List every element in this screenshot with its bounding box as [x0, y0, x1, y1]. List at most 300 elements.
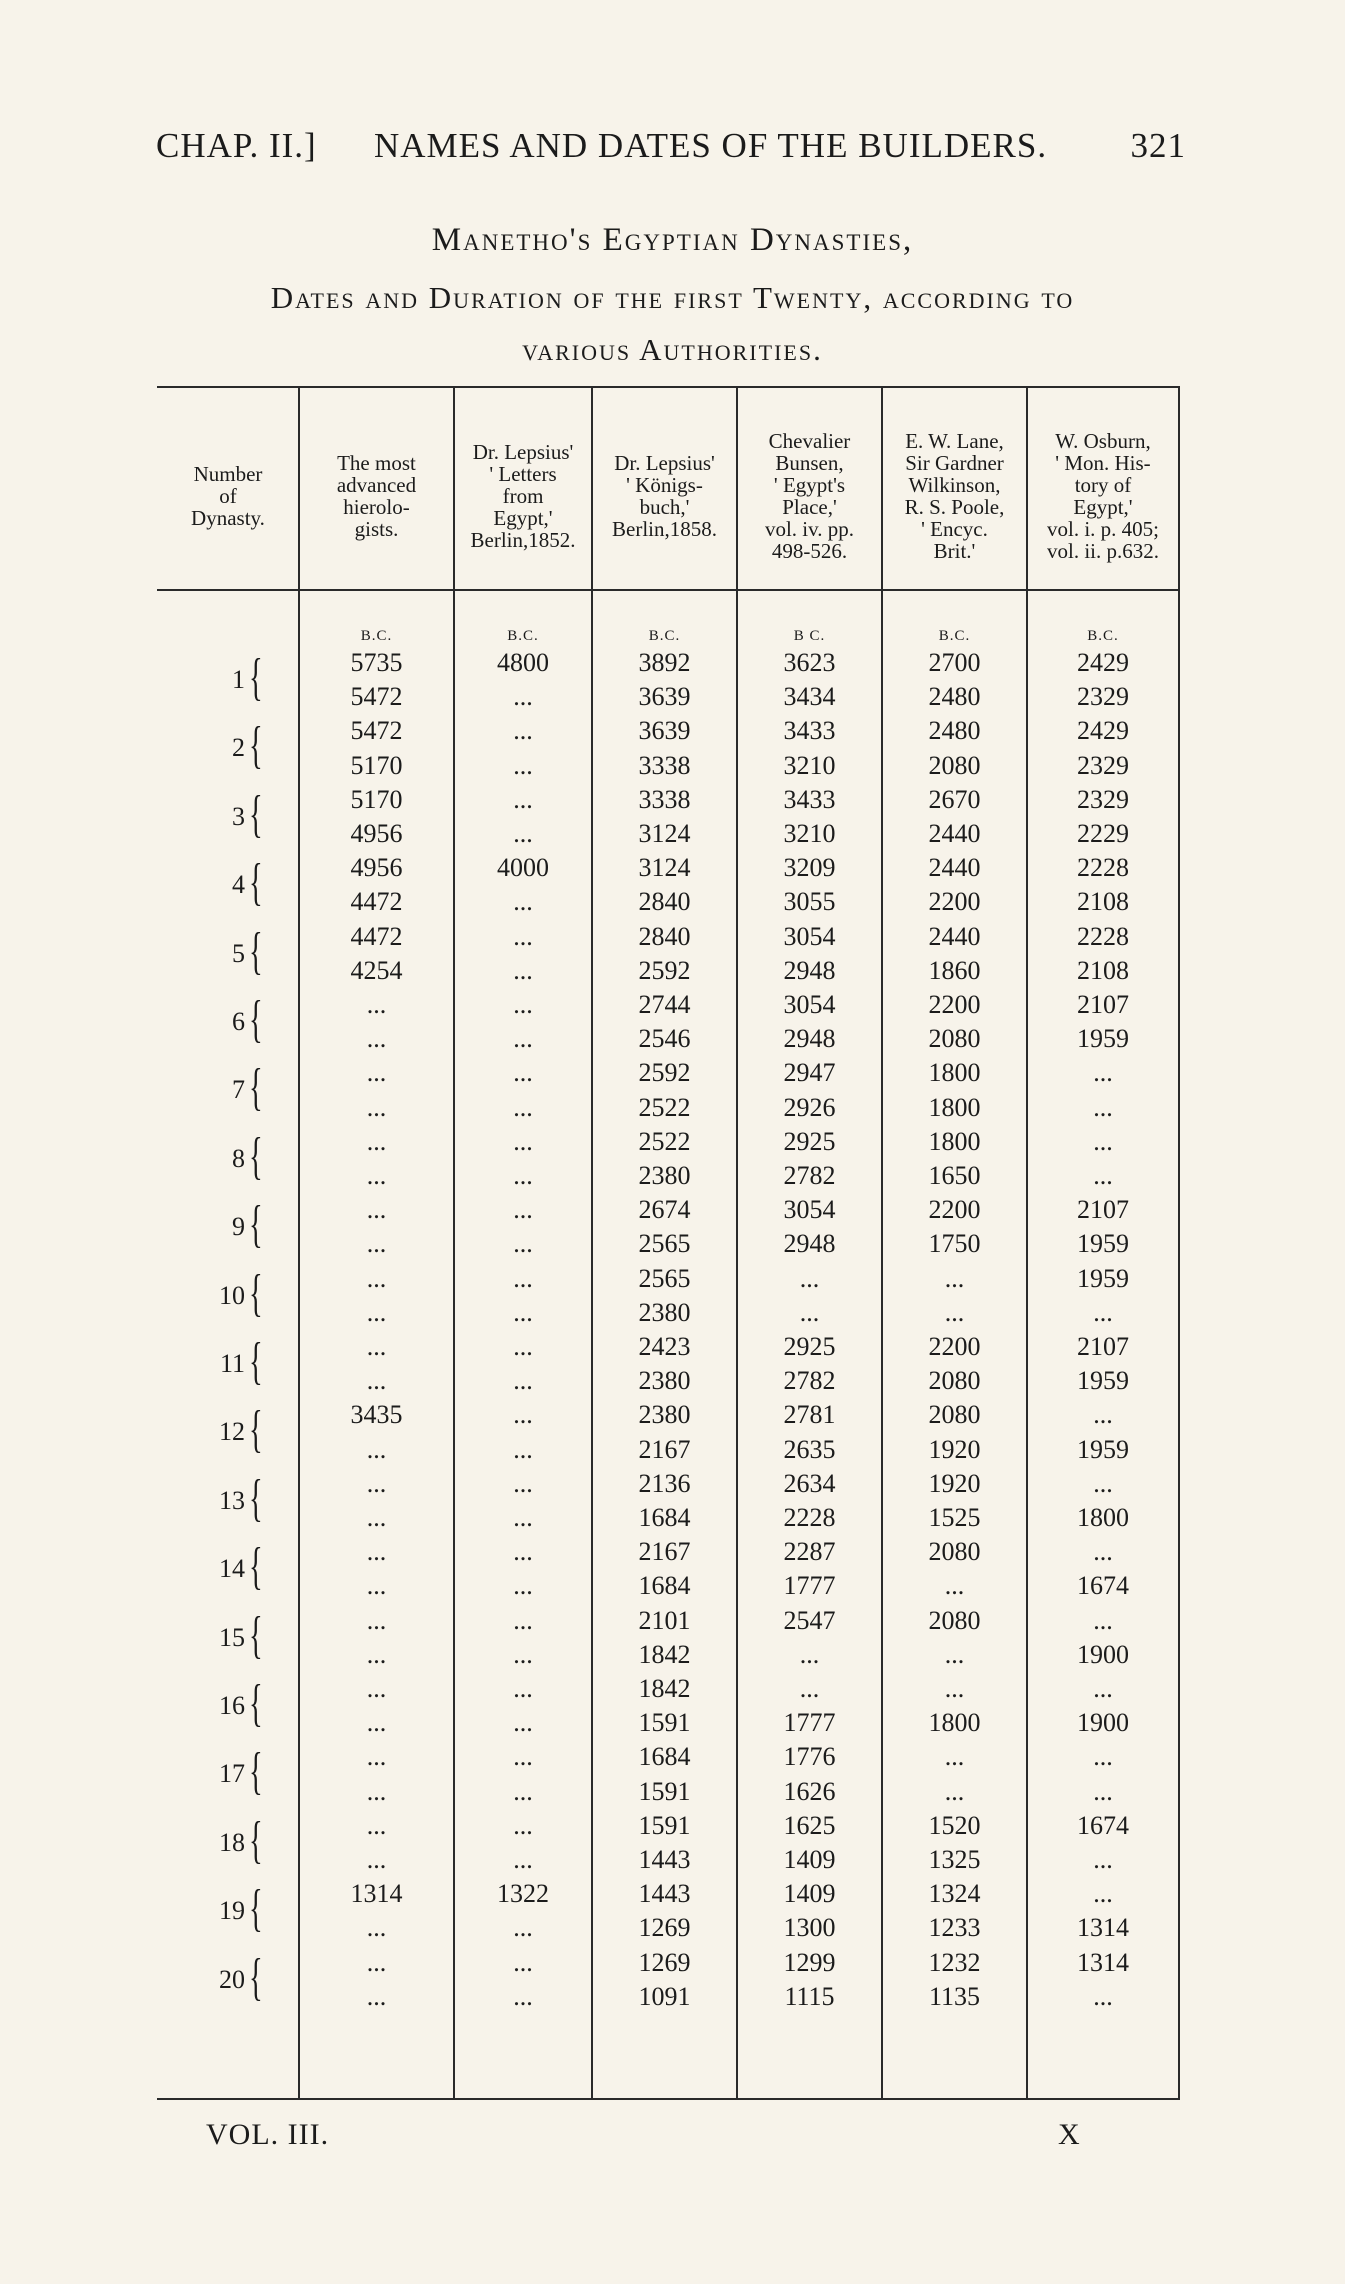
- date-cell: ...: [1093, 1400, 1113, 1430]
- brace-mark: {: [249, 717, 263, 775]
- date-cell: 1900: [1077, 1708, 1129, 1738]
- dynasty-number: 5: [232, 938, 245, 968]
- date-cell: 1520: [928, 1810, 981, 1840]
- brace-mark: {: [249, 1811, 263, 1869]
- date-cell: 2200: [928, 887, 981, 917]
- date-cell: 2700: [928, 648, 981, 677]
- date-cell: ...: [513, 1810, 533, 1840]
- dynasty-number: 14: [219, 1554, 245, 1584]
- date-cell: 2782: [783, 1161, 836, 1190]
- date-cell: ...: [513, 1674, 533, 1703]
- date-cell: 4956: [350, 853, 403, 883]
- date-cell: 4472: [350, 921, 403, 951]
- date-cell: ...: [513, 1297, 533, 1327]
- date-cell: 2634: [783, 1468, 836, 1498]
- date-cell: ...: [366, 1263, 387, 1293]
- date-cell: 2380: [638, 1161, 691, 1190]
- date-cell: 2925: [783, 1332, 836, 1361]
- date-cell: ...: [513, 1263, 533, 1293]
- date-cell: ...: [513, 1776, 533, 1806]
- column-header-text: The most advanced hierolo- gists.: [336, 451, 417, 541]
- signature-mark: X: [1058, 2118, 1081, 2151]
- date-cell: 2674: [638, 1195, 691, 1225]
- dynasty-number: 15: [219, 1622, 245, 1652]
- dynasty-number: 2: [232, 733, 245, 763]
- dynasty-number: 3: [232, 801, 245, 831]
- date-cell: 1920: [928, 1434, 981, 1464]
- column-header-text: Number of Dynasty.: [191, 462, 265, 530]
- date-cell: 3639: [638, 716, 691, 746]
- date-cell: 3054: [783, 1195, 836, 1225]
- date-cell: ...: [366, 1297, 387, 1327]
- date-cell: 2522: [638, 1126, 691, 1156]
- date-cell: ...: [944, 1263, 965, 1293]
- date-cell: 1684: [638, 1503, 691, 1532]
- date-cell: 1299: [783, 1947, 836, 1977]
- date-cell: ...: [1093, 1845, 1113, 1874]
- date-cell: 2565: [638, 1229, 691, 1259]
- date-cell: 1750: [928, 1229, 981, 1259]
- date-cell: 3338: [638, 750, 691, 780]
- date-cell: 1800: [928, 1708, 981, 1738]
- date-cell: ...: [366, 1126, 387, 1156]
- date-cell: 2926: [783, 1092, 836, 1122]
- dynasty-number: 1: [232, 665, 245, 694]
- date-cell: ...: [366, 1605, 387, 1635]
- date-cell: 2480: [928, 716, 981, 746]
- dynasty-number: 18: [219, 1827, 245, 1857]
- date-cell: ...: [513, 819, 533, 848]
- date-cell: ...: [513, 1503, 533, 1532]
- date-cell: 3433: [783, 716, 836, 746]
- date-cell: ...: [366, 1332, 387, 1361]
- date-cell: 2108: [1077, 955, 1129, 985]
- date-cell: 1300: [783, 1913, 836, 1943]
- date-cell: ...: [944, 1639, 965, 1669]
- date-cell: ...: [513, 1024, 533, 1054]
- header-rule: [737, 589, 882, 591]
- date-cell: ...: [366, 1366, 387, 1396]
- date-cell: 3055: [783, 887, 836, 917]
- date-cell: ...: [513, 1161, 533, 1190]
- date-cell: ...: [366, 1161, 387, 1190]
- header-rule: [299, 589, 454, 591]
- date-cell: 1674: [1077, 1810, 1129, 1840]
- date-cell: 5735: [350, 648, 403, 677]
- dynasty-number: 7: [232, 1075, 245, 1105]
- date-cell: 1684: [638, 1571, 691, 1601]
- dynasty-number: 8: [232, 1143, 245, 1173]
- date-cell: 2480: [928, 682, 981, 712]
- date-cell: 1409: [783, 1879, 836, 1909]
- date-cell: 2080: [928, 1366, 981, 1396]
- date-cell: 1591: [638, 1776, 691, 1806]
- date-cell: ...: [513, 1605, 533, 1635]
- date-cell: ...: [513, 1126, 533, 1156]
- era-label: B.C.: [1087, 628, 1119, 644]
- table-title-line-2: Dates and Duration of the first Twenty, according to: [270, 280, 1075, 315]
- date-cell: 1233: [928, 1913, 981, 1943]
- date-cell: 3054: [783, 921, 836, 951]
- brace-mark: {: [249, 1264, 263, 1322]
- date-cell: ...: [366, 1947, 387, 1977]
- date-cell: 2440: [928, 853, 981, 883]
- header-rule: [157, 589, 299, 591]
- brace-mark: {: [249, 991, 263, 1048]
- volume-label: VOL. III.: [206, 2118, 330, 2151]
- date-cell: ...: [1093, 1058, 1113, 1088]
- table-title-line-3: various Authorities.: [522, 332, 823, 367]
- era-label: B C.: [793, 628, 826, 644]
- date-cell: 1900: [1077, 1639, 1129, 1669]
- date-cell: 2948: [783, 955, 836, 985]
- date-cell: 1959: [1077, 1434, 1129, 1464]
- date-cell: 2329: [1077, 682, 1129, 712]
- date-cell: ...: [513, 1195, 533, 1225]
- date-cell: 4800: [497, 648, 549, 677]
- era-label: B.C.: [648, 628, 681, 644]
- date-cell: 3338: [638, 784, 691, 814]
- date-cell: 4472: [350, 887, 403, 917]
- brace-mark: {: [249, 1606, 263, 1664]
- dynasty-number: 11: [219, 1349, 245, 1378]
- date-cell: ...: [513, 1913, 533, 1943]
- date-cell: 3210: [783, 819, 836, 848]
- column-header: [299, 406, 454, 586]
- date-cell: ...: [513, 1092, 533, 1122]
- date-cell: 3623: [783, 648, 836, 677]
- date-cell: ...: [513, 1708, 533, 1738]
- date-cell: 2228: [1077, 853, 1129, 883]
- date-cell: ...: [366, 1776, 387, 1806]
- header-rule: [454, 589, 592, 591]
- date-cell: 3639: [638, 682, 691, 712]
- column-header: [592, 406, 737, 586]
- date-cell: 1232: [928, 1947, 981, 1977]
- date-cell: 2781: [783, 1400, 836, 1430]
- date-cell: 2592: [638, 1058, 691, 1088]
- date-cell: 1684: [638, 1742, 691, 1772]
- brace-mark: {: [249, 1948, 263, 2006]
- date-cell: ...: [799, 1674, 820, 1703]
- date-cell: ...: [366, 1503, 387, 1532]
- era-label: B.C.: [938, 628, 971, 644]
- date-cell: ...: [513, 1537, 533, 1567]
- date-cell: 2635: [783, 1434, 836, 1464]
- brace-mark: {: [249, 649, 263, 706]
- date-cell: ...: [513, 1434, 533, 1464]
- date-cell: ...: [1093, 1879, 1113, 1909]
- date-cell: ...: [513, 955, 533, 985]
- date-cell: ...: [513, 1468, 533, 1498]
- date-cell: 1777: [783, 1571, 836, 1601]
- date-cell: ...: [513, 716, 533, 746]
- date-cell: ...: [366, 1571, 387, 1601]
- date-cell: ...: [513, 1845, 533, 1874]
- date-cell: 2948: [783, 1024, 836, 1054]
- date-cell: ...: [513, 921, 533, 951]
- dynasty-number: 10: [219, 1280, 245, 1310]
- date-cell: ...: [1093, 1297, 1113, 1327]
- date-cell: ...: [366, 1468, 387, 1498]
- date-cell: ...: [1093, 1674, 1113, 1703]
- column-header-text: W. Osburn, ' Mon. His- tory of Egypt,' vol. i. p. 405; vol. ii. p.632.: [1046, 429, 1159, 563]
- date-cell: ...: [366, 1639, 387, 1669]
- date-cell: ...: [366, 1058, 387, 1088]
- date-cell: 2329: [1077, 784, 1129, 814]
- date-cell: 2107: [1077, 1195, 1129, 1225]
- date-cell: 2592: [638, 955, 691, 985]
- date-cell: ...: [513, 1947, 533, 1977]
- date-cell: ...: [513, 1742, 533, 1772]
- date-cell: 1842: [638, 1639, 691, 1669]
- date-cell: 3210: [783, 750, 836, 780]
- date-cell: 1650: [928, 1161, 981, 1190]
- dynasty-number: 16: [219, 1691, 245, 1720]
- date-cell: 2228: [1077, 921, 1129, 951]
- date-cell: 1800: [928, 1058, 981, 1088]
- date-cell: 3209: [783, 853, 836, 883]
- date-cell: ...: [513, 887, 533, 917]
- date-cell: 2107: [1077, 990, 1129, 1019]
- brace-mark: {: [249, 1333, 263, 1390]
- date-cell: 1959: [1077, 1229, 1129, 1259]
- dynasty-number: 13: [219, 1485, 245, 1515]
- date-cell: 2429: [1077, 648, 1129, 677]
- date-cell: ...: [513, 784, 533, 814]
- header-rule: [882, 589, 1027, 591]
- date-cell: ...: [1093, 1092, 1113, 1122]
- date-cell: 5472: [350, 682, 403, 712]
- date-cell: 3434: [783, 682, 836, 712]
- date-cell: 1860: [928, 955, 981, 985]
- date-cell: 1135: [928, 1981, 981, 2011]
- date-cell: 1091: [638, 1981, 691, 2011]
- date-cell: 1314: [350, 1879, 403, 1909]
- brace-mark: {: [249, 785, 263, 843]
- dynasty-number: 9: [232, 1212, 245, 1242]
- date-cell: ...: [366, 1092, 387, 1122]
- date-cell: 1777: [783, 1708, 836, 1738]
- date-cell: 1115: [784, 1981, 835, 2011]
- date-cell: 2947: [783, 1058, 836, 1088]
- brace-mark: {: [249, 1196, 263, 1254]
- date-cell: 2136: [638, 1468, 691, 1498]
- date-cell: 2547: [783, 1605, 836, 1635]
- date-cell: ...: [366, 1708, 387, 1738]
- date-cell: 2380: [638, 1400, 691, 1430]
- date-cell: ...: [1093, 1537, 1113, 1567]
- date-cell: 2107: [1077, 1332, 1129, 1361]
- date-cell: 1269: [638, 1947, 691, 1977]
- date-cell: ...: [513, 1229, 533, 1259]
- date-cell: ...: [513, 1571, 533, 1601]
- column-header: [157, 406, 299, 586]
- date-cell: 2101: [638, 1605, 691, 1635]
- era-label: B.C.: [360, 628, 393, 644]
- date-cell: ...: [1093, 1126, 1113, 1156]
- date-cell: ...: [944, 1297, 965, 1327]
- date-cell: 1800: [1077, 1503, 1129, 1532]
- date-cell: 2948: [783, 1229, 836, 1259]
- date-cell: ...: [513, 682, 533, 712]
- date-cell: 1626: [783, 1776, 836, 1806]
- date-cell: ...: [944, 1742, 965, 1772]
- date-cell: 1322: [497, 1879, 549, 1909]
- column-header: [454, 406, 592, 586]
- date-cell: 1525: [928, 1503, 981, 1532]
- brace-mark: {: [249, 1538, 263, 1596]
- date-cell: 2840: [638, 887, 691, 917]
- date-cell: ...: [366, 1674, 387, 1703]
- chapter-label: CHAP. II.]: [156, 126, 317, 165]
- date-cell: 2229: [1077, 819, 1129, 848]
- brace-mark: {: [249, 854, 263, 912]
- date-cell: 2200: [928, 990, 981, 1019]
- date-cell: ...: [366, 1229, 387, 1259]
- date-cell: 1591: [638, 1708, 691, 1738]
- date-cell: 3435: [350, 1400, 403, 1430]
- date-cell: 2744: [638, 990, 691, 1019]
- date-cell: 2329: [1077, 750, 1129, 780]
- brace-mark: {: [249, 1401, 263, 1459]
- date-cell: 2287: [783, 1537, 836, 1567]
- date-cell: 1920: [928, 1468, 981, 1498]
- column-header-text: Chevalier Bunsen, ' Egypt's Place,' vol. iv. pp. 498-526.: [764, 429, 855, 563]
- date-cell: ...: [1093, 1981, 1113, 2011]
- date-cell: ...: [799, 1297, 820, 1327]
- dynasty-number: 12: [219, 1417, 245, 1447]
- date-cell: ...: [1093, 1468, 1113, 1498]
- date-cell: 5170: [350, 784, 403, 814]
- date-cell: 1625: [783, 1810, 836, 1840]
- date-cell: 2080: [928, 1537, 981, 1567]
- date-cell: 3433: [783, 784, 836, 814]
- date-cell: 4254: [350, 955, 403, 985]
- table-title-line-1: Manetho's Egyptian Dynasties,: [431, 222, 914, 258]
- date-cell: ...: [513, 1332, 533, 1361]
- brace-mark: {: [249, 1880, 263, 1938]
- date-cell: ...: [513, 1400, 533, 1430]
- date-cell: 2108: [1077, 887, 1129, 917]
- date-cell: 1325: [928, 1845, 981, 1874]
- dynasty-number: 20: [219, 1964, 245, 1994]
- date-cell: ...: [366, 1434, 387, 1464]
- dynasty-number: 4: [232, 870, 245, 900]
- column-header: [1027, 406, 1179, 586]
- date-cell: 2200: [928, 1332, 981, 1361]
- date-cell: ...: [944, 1674, 965, 1703]
- column-header-text: E. W. Lane, Sir Gardner Wilkinson, R. S. Poole, ' Encyc. Brit.': [904, 429, 1005, 563]
- date-cell: ...: [1093, 1161, 1113, 1190]
- date-cell: 1409: [783, 1845, 836, 1874]
- date-cell: 3124: [638, 853, 691, 883]
- running-title: NAMES AND DATES OF THE BUILDERS.: [374, 126, 1048, 165]
- date-cell: 2423: [638, 1332, 691, 1361]
- date-cell: 2200: [928, 1195, 981, 1225]
- date-cell: 3124: [638, 819, 691, 848]
- date-cell: ...: [799, 1639, 820, 1669]
- brace-mark: {: [249, 1743, 263, 1801]
- date-cell: 2080: [928, 750, 981, 780]
- date-cell: 1800: [928, 1092, 981, 1122]
- date-cell: ...: [1093, 1742, 1113, 1772]
- date-cell: 1443: [638, 1879, 691, 1909]
- date-cell: 4000: [497, 853, 549, 883]
- dynasty-number: 17: [219, 1759, 245, 1789]
- date-cell: 1959: [1077, 1263, 1129, 1293]
- date-cell: ...: [513, 1058, 533, 1088]
- date-cell: 1842: [638, 1674, 691, 1703]
- date-cell: ...: [366, 1024, 387, 1054]
- date-cell: 2167: [638, 1434, 691, 1464]
- dynasty-number: 6: [232, 1007, 245, 1036]
- header-rule: [592, 589, 737, 591]
- date-cell: ...: [513, 990, 533, 1019]
- date-cell: 2080: [928, 1400, 981, 1430]
- date-cell: 1959: [1077, 1366, 1129, 1396]
- date-cell: 2429: [1077, 716, 1129, 746]
- date-cell: 2522: [638, 1092, 691, 1122]
- date-cell: 2440: [928, 819, 981, 848]
- date-cell: ...: [366, 990, 387, 1019]
- date-cell: ...: [944, 1571, 965, 1601]
- date-cell: 2782: [783, 1366, 836, 1396]
- column-header-text: Dr. Lepsius' ' Letters from Egypt,' Berlin,1852.: [470, 440, 576, 552]
- date-cell: 2440: [928, 921, 981, 951]
- date-cell: 2925: [783, 1126, 836, 1156]
- date-cell: 1443: [638, 1845, 691, 1874]
- date-cell: 5472: [350, 716, 403, 746]
- date-cell: 1314: [1077, 1913, 1129, 1943]
- date-cell: 2546: [638, 1024, 691, 1054]
- date-cell: ...: [513, 1639, 533, 1669]
- date-cell: 2840: [638, 921, 691, 951]
- brace-mark: {: [249, 1059, 263, 1117]
- date-cell: 3892: [638, 648, 691, 677]
- date-cell: ...: [513, 1366, 533, 1396]
- date-cell: ...: [366, 1845, 387, 1874]
- date-cell: 2080: [928, 1605, 981, 1635]
- header-rule: [1027, 589, 1179, 591]
- column-header: [737, 406, 882, 586]
- date-cell: 1324: [928, 1879, 981, 1909]
- era-label: B.C.: [507, 628, 539, 644]
- date-cell: 1269: [638, 1913, 691, 1943]
- date-cell: 2670: [928, 784, 981, 814]
- date-cell: 1314: [1077, 1947, 1129, 1977]
- column-header-text: Dr. Lepsius' ' Königs- buch,' Berlin,1858.: [612, 451, 717, 541]
- date-cell: ...: [366, 1537, 387, 1567]
- brace-mark: {: [249, 1127, 263, 1185]
- date-cell: 1674: [1077, 1571, 1129, 1601]
- date-cell: ...: [366, 1981, 387, 2011]
- date-cell: ...: [513, 750, 533, 780]
- date-cell: ...: [366, 1913, 387, 1943]
- date-cell: ...: [1093, 1605, 1113, 1635]
- date-cell: 1591: [638, 1810, 691, 1840]
- date-cell: 2565: [638, 1263, 691, 1293]
- date-cell: 1776: [783, 1742, 836, 1772]
- date-cell: 2167: [638, 1537, 691, 1567]
- date-cell: 2228: [783, 1503, 836, 1532]
- date-cell: 2080: [928, 1024, 981, 1054]
- date-cell: 1959: [1077, 1024, 1129, 1054]
- date-cell: ...: [799, 1263, 820, 1293]
- dynasty-number: 19: [219, 1896, 245, 1926]
- column-header: [882, 406, 1027, 586]
- date-cell: ...: [366, 1195, 387, 1225]
